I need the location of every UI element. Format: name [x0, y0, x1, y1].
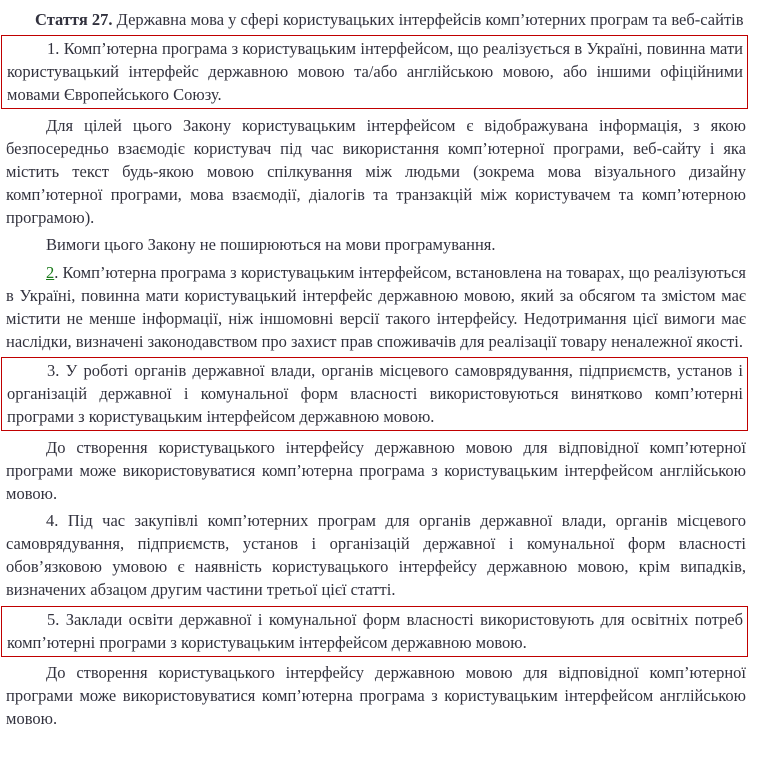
part-2-link[interactable]: 2: [46, 262, 55, 282]
part-2-paragraph-text: . Комп’ютерна програма з користувацьким інтерфейсом, встановлена на товарах, що реалізуються в Україні, повинна мати користувацький інтерфейс державною мовою, який за обсягом та змістом має містити не менше інформації, ніж іншомовні версії такого інтерфейсу. Недотримання цієї вимоги має наслідки, визначені законодавством про захист прав споживачів для реалізації товару неналежної якості.: [6, 262, 746, 351]
part-4-paragraph: 4. Під час закупівлі комп’ютерних програм для органів державної влади, органів місцевого самоврядування, підприємств, установ і організацій державної і комунальної форм власності обов’язковою умовою є наявність користувацького інтерфейсу державною мовою, крім випадків, визначених абзацом другим частини третьої цієї статті.: [6, 511, 746, 599]
programming-languages-exception-paragraph: Вимоги цього Закону не поширюються на мови програмування.: [46, 235, 496, 254]
part-3-highlight-box: [1, 357, 748, 431]
interface-definition-paragraph: Для цілей цього Закону користувацьким інтерфейсом є відображувана інформація, з якою безпосередньо взаємодіє користувач під час використання комп’ютерної програми, веб-сайту і яка містить текст будь-якою мовою спілкування між людьми (зокрема мова візуального дизайну комп’ютерної програми, мова взаємодії, діалогів та транзакцій між користувачем та комп’ютерною програмою).: [6, 115, 746, 227]
article-title: [6, 8, 746, 31]
article-title-text: Державна мова у сфері користувацьких інтерфейсів комп’ютерних програм та веб-сайтів: [116, 9, 744, 29]
part-2-paragraph: [6, 261, 746, 353]
part-5-highlight-box: [1, 606, 748, 657]
part-3-paragraph: 3. У роботі органів державної влади, органів місцевого самоврядування, підприємств, установ і організацій державної і комунальної форм власності використовуються винятково комп’ютерні програми з користувацьким інтерфейсом державною мовою.: [7, 361, 743, 426]
part-1-paragraph: 1. Комп’ютерна програма з користувацьким інтерфейсом, що реалізується в Україні, повинна мати користувацький інтерфейс державною мовою та/або англійською мовою, або іншими офіційними мовами Європейського Союзу.: [7, 39, 743, 104]
article-number-label: Стаття 27.: [35, 9, 113, 29]
english-interface-transition-paragraph-1: До створення користувацького інтерфейсу державною мовою для відповідної комп’ютерної програми може використовуватися комп’ютерна програма з користувацьким інтерфейсом англійською мовою.: [6, 437, 746, 503]
english-interface-transition-paragraph-2: До створення користувацького інтерфейсу державною мовою для відповідної комп’ютерної програми може використовуватися комп’ютерна програма з користувацьким інтерфейсом англійською мовою.: [6, 663, 746, 728]
part-1-highlight-box: [1, 35, 748, 109]
part-5-paragraph: 5. Заклади освіти державної і комунальної форм власності використовують для освітніх потреб комп’ютерні програми з користувацьким інтерфейсом державною мовою.: [7, 609, 743, 652]
